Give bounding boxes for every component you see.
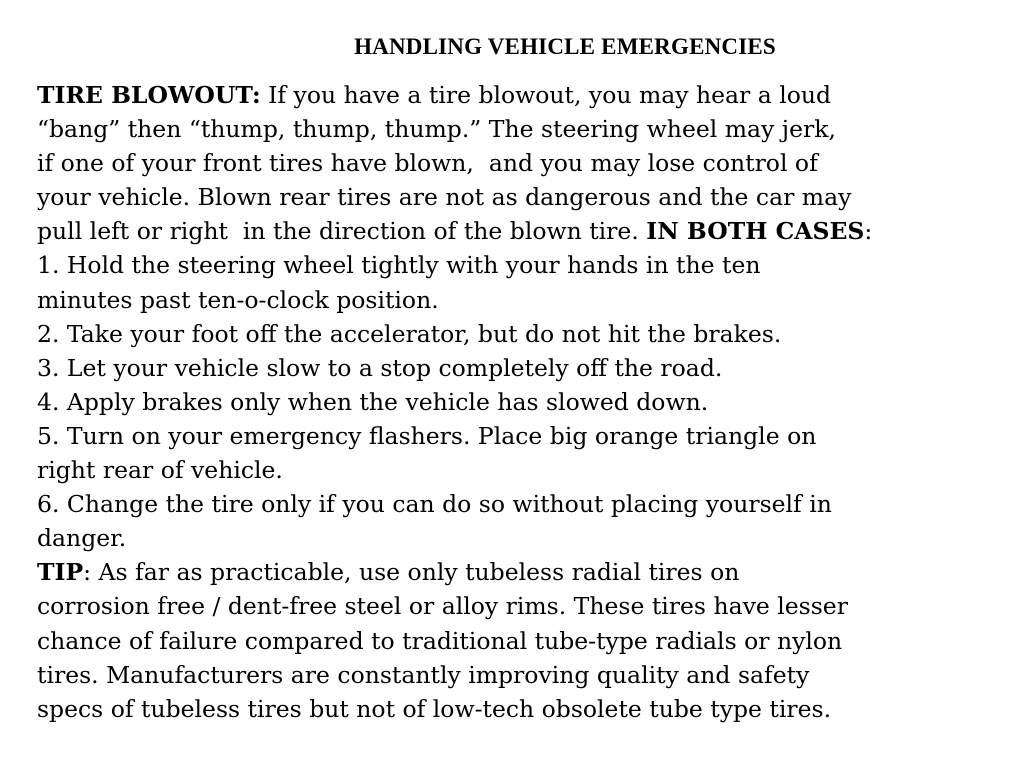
blowout-line-5: [37, 214, 997, 248]
step-3: 3. Let your vehicle slow to a stop completely off the road.: [37, 353, 723, 382]
tip-label: TIP: [37, 558, 84, 587]
step-2: 2. Take your foot off the accelerator, but do not hit the brakes.: [37, 319, 782, 348]
blowout-text: If you have a tire blowout, you may hear a loud: [260, 81, 832, 109]
blowout-line-4: your vehicle. Blown rear tires are not as dangerous and the car may: [37, 183, 852, 212]
blowout-line-2: “bang” then “thump, thump, thump.” The steering wheel may jerk,: [37, 115, 836, 144]
tip-text: : As far as practicable, use only tubeless radial tires on: [83, 558, 740, 587]
step-6: 6. Change the tire only if you can do so without placing yourself in: [37, 490, 832, 519]
step-5: 5. Turn on your emergency flashers. Place big orange triangle on: [37, 421, 817, 450]
step-1: 1. Hold the steering wheel tightly with your hands in the ten: [37, 251, 761, 280]
step-5-continued: right rear of vehicle.: [37, 456, 283, 485]
tip-line-3: chance of failure compared to traditional tube-type radials or nylon: [37, 626, 843, 655]
page-title: HANDLING VEHICLE EMERGENCIES: [354, 34, 776, 59]
tip-line-4: tires. Manufacturers are constantly improving quality and safety: [37, 660, 810, 689]
in-both-cases-label: IN BOTH CASES: [646, 217, 865, 246]
blowout-text-end: pull left or right in the direction of the blown tire.: [37, 217, 647, 246]
step-6-continued: danger.: [37, 524, 127, 553]
blowout-line-3: if one of your front tires have blown, and you may lose control of: [37, 149, 818, 178]
tire-blowout-label: TIRE BLOWOUT:: [37, 81, 261, 109]
tip-line-5: specs of tubeless tires but not of low-tech obsolete tube type tires.: [37, 694, 832, 723]
tip-line-1: [37, 555, 997, 589]
tip-line-2: corrosion free / dent-free steel or alloy rims. These tires have lesser: [37, 592, 848, 621]
blowout-line-1: [37, 78, 997, 112]
step-1-continued: minutes past ten-o-clock position.: [37, 285, 439, 314]
slide-body: [37, 78, 997, 726]
step-4: 4. Apply brakes only when the vehicle has slowed down.: [37, 387, 709, 416]
colon: :: [864, 217, 873, 246]
